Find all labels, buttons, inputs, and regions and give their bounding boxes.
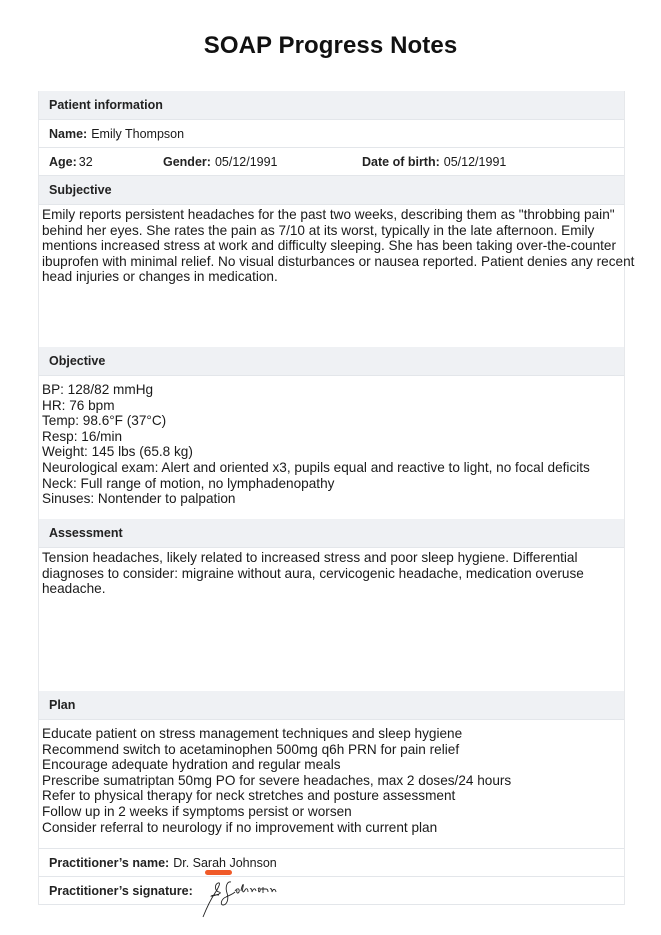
objective-line: Weight: 145 lbs (65.8 kg) <box>42 444 193 460</box>
practitioner-name-row <box>39 849 624 877</box>
plan-line: Follow up in 2 weeks if symptoms persist or worsen <box>42 803 352 819</box>
plan-line: Recommend switch to acetaminophen 500mg q6h PRN for pain relief <box>42 741 460 757</box>
objective-line: Sinuses: Nontender to palpation <box>42 491 236 507</box>
subjective-line: Emily reports persistent headaches for the past two weeks, describing them as "throbbing pain" <box>42 207 615 222</box>
name-label: Name: <box>49 126 88 141</box>
objective-header: Objective <box>39 347 624 376</box>
objective-text[interactable] <box>39 376 624 519</box>
assessment-line: diagnoses to consider: migraine without aura, cervicogenic headache, medication overuse <box>42 565 584 581</box>
plan-header: Plan <box>39 691 624 720</box>
patient-details-row <box>39 148 624 176</box>
plan-line: Prescribe sumatriptan 50mg PO for severe headaches, max 2 doses/24 hours <box>42 772 512 788</box>
patient-name-row <box>39 120 624 148</box>
subjective-line: ibuprofen with minimal relief. No visual disturbances or nausea reported. Patient denies any recent <box>42 253 635 269</box>
assessment-header: Assessment <box>39 519 624 548</box>
signature-icon[interactable] <box>197 877 287 925</box>
dob-value[interactable]: 05/12/1991 <box>443 154 507 169</box>
age-label: Age: <box>49 154 77 169</box>
name-value[interactable]: Emily Thompson <box>91 126 185 141</box>
assessment-line: Tension headaches, likely related to increased stress and poor sleep hygiene. Differential <box>42 550 578 565</box>
objective-line: Neurological exam: Alert and oriented x3, pupils equal and reactive to light, no focal deficits <box>42 459 590 475</box>
age-field <box>49 155 163 169</box>
subjective-text[interactable] <box>39 205 635 347</box>
practitioner-name-value[interactable]: Dr. Sarah Johnson <box>173 855 277 870</box>
gender-value[interactable]: 05/12/1991 <box>214 154 278 169</box>
practitioner-name-label: Practitioner’s name: <box>49 855 170 870</box>
dob-label: Date of birth: <box>362 154 440 169</box>
practitioner-signature-row <box>39 877 624 905</box>
plan-line: Encourage adequate hydration and regular meals <box>42 757 341 773</box>
practitioner-signature-label: Practitioner’s signature: <box>49 883 193 898</box>
badge-marker-icon <box>205 870 232 875</box>
objective-line: Temp: 98.6°F (37°C) <box>42 413 167 429</box>
gender-field <box>163 155 362 169</box>
subjective-header: Subjective <box>39 176 624 205</box>
dob-field <box>362 155 506 169</box>
objective-line: BP: 128/82 mmHg <box>42 382 154 397</box>
plan-line: Educate patient on stress management techniques and sleep hygiene <box>42 726 463 741</box>
objective-line: HR: 76 bpm <box>42 397 115 413</box>
soap-form <box>38 91 635 905</box>
assessment-line: headache. <box>42 581 106 597</box>
plan-line: Refer to physical therapy for neck stretches and posture assessment <box>42 788 456 804</box>
plan-text[interactable] <box>39 720 624 849</box>
plan-line: Consider referral to neurology if no improvement with current plan <box>42 819 438 835</box>
age-value[interactable]: 32 <box>78 154 93 169</box>
subjective-line: behind her eyes. She rates the pain as 7/10 at its worst, typically in the late afternoon. Emily <box>42 222 595 238</box>
objective-line: Resp: 16/min <box>42 428 123 444</box>
subjective-line: head injuries or changes in medication. <box>42 269 278 285</box>
subjective-line: mentions increased stress at work and difficulty sleeping. She has been taking over-the-counter <box>42 238 617 254</box>
page-title: SOAP Progress Notes <box>203 32 458 59</box>
assessment-text[interactable] <box>39 548 624 691</box>
objective-line: Neck: Full range of motion, no lymphadenopathy <box>42 475 335 491</box>
patient-info-header: Patient information <box>39 91 624 120</box>
gender-label: Gender: <box>163 154 211 169</box>
